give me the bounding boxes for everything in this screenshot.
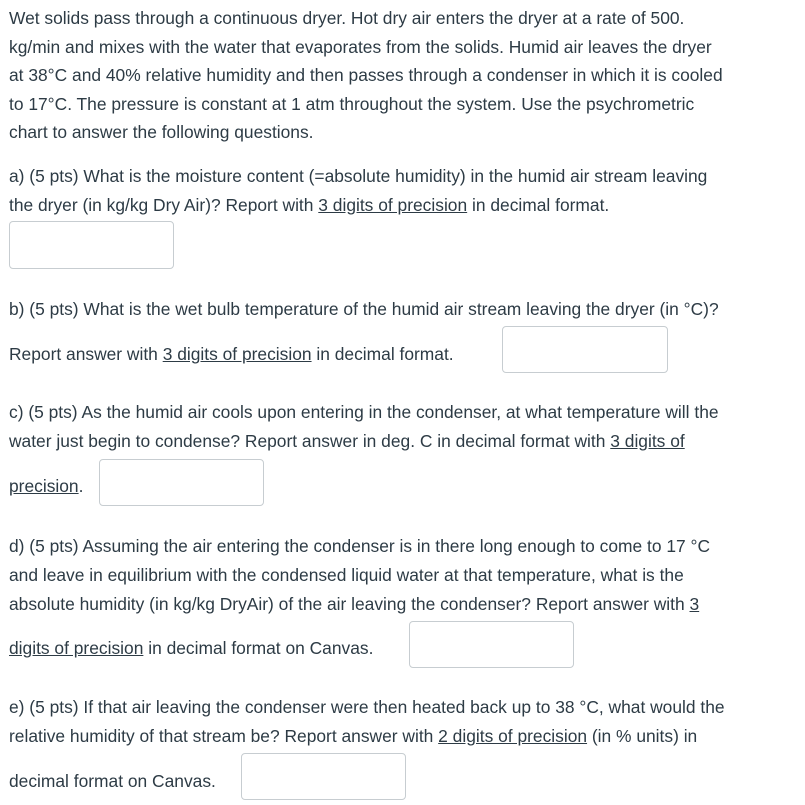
text: in decimal format. — [311, 344, 454, 364]
precision-link[interactable]: precision — [9, 476, 79, 496]
question-text: decimal format on Canvas. — [9, 771, 216, 791]
question-text — [9, 429, 685, 453]
question-text: d) (5 pts) Assuming the air entering the condenser is in there long enough to come to 17 °C — [9, 536, 711, 556]
question-text — [9, 474, 83, 498]
answer-a-input[interactable] — [9, 221, 174, 269]
text: the dryer (in kg/kg Dry Air)? Report with — [9, 195, 319, 215]
answer-e-input[interactable] — [241, 753, 406, 800]
precision-link[interactable]: 3 digits of — [610, 431, 685, 451]
text: Report answer with — [9, 344, 163, 364]
intro-line: to 17°C. The pressure is constant at 1 atm throughout the system. Use the psychrometric — [9, 94, 695, 114]
precision-link[interactable]: 3 digits of precision — [318, 195, 468, 215]
question-text — [9, 193, 609, 217]
intro-line: chart to answer the following questions. — [9, 122, 314, 142]
precision-link[interactable]: digits of precision — [9, 638, 144, 658]
question-text — [9, 592, 699, 616]
text: absolute humidity (in kg/kg DryAir) of the air leaving the condenser? Report answer with — [9, 594, 690, 614]
question-text: a) (5 pts) What is the moisture content (=absolute humidity) in the humid air stream leaving — [9, 166, 708, 186]
precision-link[interactable]: 2 digits of precision — [438, 726, 588, 746]
intro-line: kg/min and mixes with the water that evaporates from the solids. Humid air leaves the dryer — [9, 37, 712, 57]
answer-d-input[interactable] — [409, 621, 574, 668]
intro-line: at 38°C and 40% relative humidity and then passes through a condenser in which it is cooled — [9, 65, 723, 85]
answer-c-input[interactable] — [99, 459, 264, 506]
text: . — [78, 476, 84, 496]
question-text: e) (5 pts) If that air leaving the condenser were then heated back up to 38 °C, what would the — [9, 697, 725, 717]
intro-line: Wet solids pass through a continuous dryer. Hot dry air enters the dryer at a rate of 500. — [9, 8, 685, 28]
precision-link[interactable]: 3 digits of precision — [162, 344, 312, 364]
question-text: c) (5 pts) As the humid air cools upon entering in the condenser, at what temperature will the — [9, 402, 719, 422]
answer-b-input[interactable] — [502, 326, 668, 373]
question-text: and leave in equilibrium with the condensed liquid water at that temperature, what is the — [9, 565, 684, 585]
text: in decimal format. — [467, 195, 610, 215]
precision-link[interactable]: 3 — [689, 594, 700, 614]
text: water just begin to condense? Report answer in deg. C in decimal format with — [9, 431, 611, 451]
text: in decimal format on Canvas. — [143, 638, 374, 658]
text: (in % units) in — [587, 726, 698, 746]
text: relative humidity of that stream be? Report answer with — [9, 726, 439, 746]
question-text — [9, 342, 454, 366]
question-text: b) (5 pts) What is the wet bulb temperature of the humid air stream leaving the dryer (in °C)? — [9, 299, 719, 319]
question-text — [9, 724, 697, 748]
question-text — [9, 636, 373, 660]
